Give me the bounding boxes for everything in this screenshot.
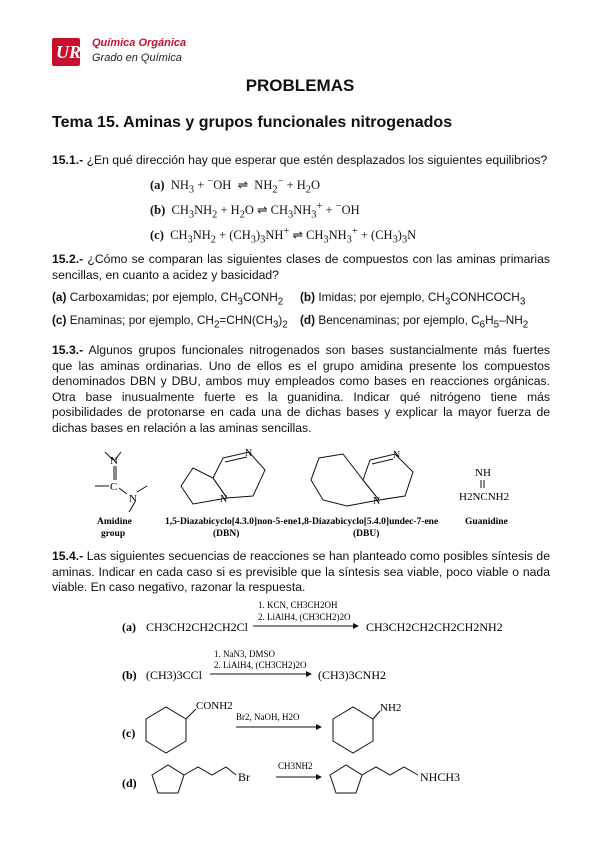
topic-heading: Tema 15. Aminas y grupos funcionales nitrogenados [52,114,453,131]
dbu-structure [311,454,413,506]
svg-text:(b): (b) [122,668,137,682]
page-title: PROBLEMAS [245,76,355,95]
equation-b: (b) $CH_3NH_2 + H_2O$ ⇌ $CH_3NH_3^+ + ^-OH$ [150,201,360,221]
synthesis-reactions-figure [118,595,538,840]
svg-text:2. LiAlH4, (CH3CH2)2O: 2. LiAlH4, (CH3CH2)2O [258,612,351,622]
svg-text:1. KCN, CH3CH2OH: 1. KCN, CH3CH2OH [258,600,338,610]
option-b: (b) Imidas; por ejemplo, $CH_3CONHCOCH_3$ [300,290,526,308]
equation-c: (c) $CH_3NH_2 + (CH_3)_3NH^+$ ⇌ $CH_3NH_3^+ + (CH_3)_3N$ [150,226,417,246]
svg-text:(c): (c) [122,726,136,740]
svg-text:N: N [245,448,253,459]
svg-text:(DBU): (DBU) [353,529,380,539]
question-number: 15.1.- [52,153,84,167]
course-subtitle: Grado en Química [92,52,182,64]
svg-text:1,8-Diazabicyclo[5.4.0]undec-7: 1,8-Diazabicyclo[5.4.0]undec-7-ene [297,517,439,527]
guanidine-bottom: H2NCNH2 [459,491,510,503]
amidine-structure [95,452,147,512]
svg-text:1,5-Diazabicyclo[4.3.0]non-5-e: 1,5-Diazabicyclo[4.3.0]non-5-ene [165,517,298,527]
svg-text:CONH2: CONH2 [196,700,233,712]
equation-a: (a) $NH_3 + ^-OH$ ⇌ $NH_2^- + H_2O$ [150,176,321,196]
svg-text:CH3CH2CH2CH2Cl: CH3CH2CH2CH2Cl [146,620,249,634]
svg-text:CH3NH2: CH3NH2 [278,761,313,771]
svg-text:CH3CH2CH2CH2CH2NH2: CH3CH2CH2CH2CH2NH2 [366,620,503,634]
svg-text:1. NaN3, DMSO: 1. NaN3, DMSO [214,649,276,659]
svg-text:N: N [220,494,228,505]
option-c: (c) Enaminas; por ejemplo, $CH_2=CHN(CH_3)_2$ [52,313,288,331]
svg-text:group: group [101,529,126,539]
svg-text:(CH3)3CCl: (CH3)3CCl [146,668,203,682]
structure-name: Amidine [97,517,132,527]
svg-text:2. LiAlH4, (CH3CH2)2O: 2. LiAlH4, (CH3CH2)2O [214,660,307,670]
guanidine-top: NH [475,467,491,479]
svg-text:(CH3)3CNH2: (CH3)3CNH2 [318,668,386,682]
svg-text:Br2, NaOH, H2O: Br2, NaOH, H2O [236,712,300,722]
svg-text:(DBN): (DBN) [213,529,240,539]
option-d: (d) Bencenaminas; por ejemplo, $C_6H_5-NH_2$ [300,313,529,331]
svg-text:N: N [373,496,381,507]
svg-text:N: N [129,493,137,505]
svg-text:NH2: NH2 [380,702,402,714]
svg-text:N: N [110,455,118,467]
svg-text:NHCH3: NHCH3 [420,770,461,784]
university-logo: UR [52,38,80,66]
svg-text:Br: Br [238,770,250,784]
svg-text:C: C [110,481,118,493]
base-structures-figure [75,440,550,545]
option-a: (a) Carboxamidas; por ejemplo, $CH_3CONH_2$ [52,290,284,308]
question-15-3: 15.3.- Algunos grupos funcionales nitrogenados son bases sustancialmente más fuertes que las aminas ordinarias. Uno de ellos es el grupo amidina presente los compuestos denominados DBN y DBU, ambos muy empleados como bases en reacciones orgánicas. Otra base inusualmente fuerte es la guanidina. Indicar qué nitrógeno tiene más posibilidades de protonarse en cada una de dichas bases y explicar la mayor fuerza de dichas bases en relación a las aminas sencillas. [52,343,550,435]
svg-text:Guanidine: Guanidine [465,517,508,527]
question-15-2: 15.2.- ¿Cómo se comparan las siguientes clases de compuestos con las aminas primarias sencillas, en cuanto a acidez y basicidad? [52,252,551,282]
svg-text:(d): (d) [122,776,137,790]
svg-text:(a): (a) [122,620,136,634]
question-15-4: 15.4.- Las siguientes secuencias de reacciones se han planteado como posibles síntesis de aminas. Indicar en cada caso si es previsible que la síntesis sea viable, poco viable o nada viable. En caso negativo, razonar la respuesta. [52,549,550,595]
svg-text:N: N [393,450,401,461]
question-15-1 [52,153,550,169]
course-title: Química Orgánica [92,37,187,49]
question-text: ¿En qué dirección hay que esperar que estén desplazados los siguientes equilibrios? [86,153,548,167]
